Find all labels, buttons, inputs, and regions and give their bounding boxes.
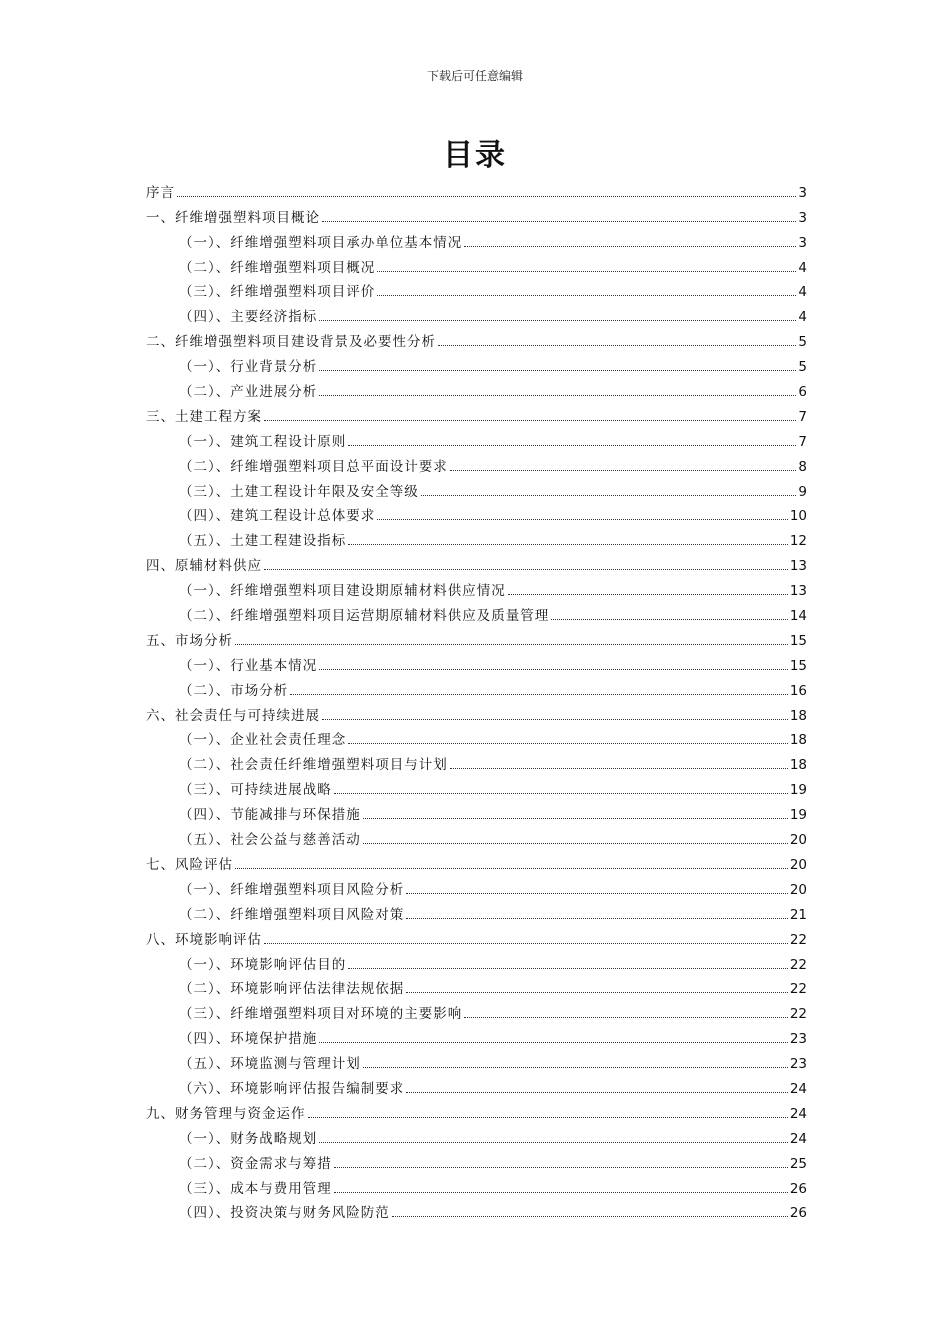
toc-entry[interactable] bbox=[146, 1022, 807, 1047]
page-header-note: 下载后可任意编辑 bbox=[426, 69, 523, 83]
toc-dot-leader bbox=[551, 619, 788, 620]
toc-entry[interactable] bbox=[146, 1122, 807, 1147]
toc-entry-page-number: 18 bbox=[789, 757, 807, 774]
toc-entry-title: （三）、可持续进展战略 bbox=[179, 782, 332, 799]
toc-entry[interactable] bbox=[146, 823, 807, 848]
toc-entry-page-number: 5 bbox=[798, 334, 807, 351]
toc-entry-page-number: 26 bbox=[789, 1205, 807, 1222]
toc-entry-page-number: 24 bbox=[789, 1080, 807, 1097]
page-title: 目录 bbox=[443, 138, 507, 173]
toc-dot-leader bbox=[450, 768, 788, 769]
toc-dot-leader bbox=[235, 868, 788, 869]
toc-entry-title: （二）、社会责任纤维增强塑料项目与计划 bbox=[179, 757, 448, 774]
toc-entry-page-number: 22 bbox=[789, 956, 807, 973]
toc-entry-title: 八、环境影响评估 bbox=[146, 931, 262, 948]
toc-dot-leader bbox=[348, 445, 796, 446]
toc-dot-leader bbox=[177, 196, 796, 197]
toc-entry-page-number: 18 bbox=[789, 707, 807, 724]
toc-entry[interactable] bbox=[146, 1097, 807, 1122]
toc-dot-leader bbox=[450, 470, 797, 471]
toc-dot-leader bbox=[363, 818, 788, 819]
toc-dot-leader bbox=[319, 320, 796, 321]
toc-dot-leader bbox=[290, 694, 788, 695]
toc-entry-page-number: 23 bbox=[789, 1031, 807, 1048]
toc-dot-leader bbox=[334, 1192, 788, 1193]
toc-entry-page-number: 4 bbox=[798, 259, 807, 276]
toc-entry-title: （二）、产业进展分析 bbox=[179, 384, 318, 401]
toc-dot-leader bbox=[308, 1117, 788, 1118]
toc-entry[interactable] bbox=[146, 748, 807, 773]
toc-dot-leader bbox=[406, 992, 788, 993]
toc-dot-leader bbox=[508, 594, 788, 595]
toc-entry-page-number: 20 bbox=[789, 832, 807, 849]
toc-entry[interactable] bbox=[146, 375, 807, 400]
toc-dot-leader bbox=[319, 395, 796, 396]
toc-entry[interactable] bbox=[146, 649, 807, 674]
toc-entry[interactable] bbox=[146, 773, 807, 798]
toc-entry[interactable] bbox=[146, 997, 807, 1022]
toc-dot-leader bbox=[319, 1042, 788, 1043]
toc-dot-leader bbox=[406, 1092, 788, 1093]
toc-entry-title: 三、土建工程方案 bbox=[146, 408, 262, 425]
toc-entry-title: （四）、节能减排与环保措施 bbox=[179, 807, 361, 824]
toc-entry-page-number: 22 bbox=[789, 1006, 807, 1023]
toc-entry-title: （三）、纤维增强塑料项目评价 bbox=[179, 284, 376, 301]
toc-entry[interactable] bbox=[146, 898, 807, 923]
toc-entry[interactable] bbox=[146, 524, 807, 549]
toc-dot-leader bbox=[322, 221, 796, 222]
toc-entry-page-number: 13 bbox=[789, 583, 807, 600]
toc-entry-page-number: 21 bbox=[789, 906, 807, 923]
toc-entry-title: （五）、社会公益与慈善活动 bbox=[179, 832, 361, 849]
toc-entry[interactable] bbox=[146, 300, 807, 325]
toc-entry-page-number: 24 bbox=[789, 1130, 807, 1147]
toc-entry-title: 六、社会责任与可持续进展 bbox=[146, 707, 320, 724]
toc-dot-leader bbox=[235, 644, 788, 645]
toc-entry-title: （四）、主要经济指标 bbox=[179, 309, 318, 326]
toc-dot-leader bbox=[421, 495, 797, 496]
toc-entry-title: （一）、财务战略规划 bbox=[179, 1130, 318, 1147]
toc-dot-leader bbox=[264, 569, 788, 570]
toc-entry[interactable] bbox=[146, 848, 807, 873]
toc-entry-page-number: 9 bbox=[798, 483, 807, 500]
toc-entry[interactable] bbox=[146, 500, 807, 525]
toc-entry-page-number: 19 bbox=[789, 807, 807, 824]
toc-entry[interactable] bbox=[146, 549, 807, 574]
toc-entry-title: （四）、环境保护措施 bbox=[179, 1031, 318, 1048]
toc-entry-page-number: 26 bbox=[789, 1180, 807, 1197]
toc-entry-page-number: 15 bbox=[789, 632, 807, 649]
toc-entry-page-number: 4 bbox=[798, 309, 807, 326]
toc-entry[interactable] bbox=[146, 873, 807, 898]
toc-entry-title: （二）、纤维增强塑料项目运营期原辅材料供应及质量管理 bbox=[179, 608, 550, 625]
toc-entry[interactable] bbox=[146, 226, 807, 251]
toc-dot-leader bbox=[406, 918, 788, 919]
toc-entry-title: （二）、市场分析 bbox=[179, 682, 289, 699]
toc-entry-page-number: 8 bbox=[798, 458, 807, 475]
toc-dot-leader bbox=[334, 1167, 788, 1168]
toc-entry-title: （二）、纤维增强塑料项目风险对策 bbox=[179, 906, 405, 923]
toc-entry-page-number: 22 bbox=[789, 931, 807, 948]
toc-entry-title: （三）、成本与费用管理 bbox=[179, 1180, 332, 1197]
toc-entry-page-number: 13 bbox=[789, 558, 807, 575]
toc-entry-page-number: 22 bbox=[789, 981, 807, 998]
toc-entry-title: 九、财务管理与资金运作 bbox=[146, 1105, 306, 1122]
toc-entry-title: （五）、环境监测与管理计划 bbox=[179, 1056, 361, 1073]
toc-entry-page-number: 20 bbox=[789, 856, 807, 873]
toc-entry[interactable] bbox=[146, 325, 807, 350]
toc-entry-page-number: 25 bbox=[789, 1155, 807, 1172]
toc-entry[interactable] bbox=[146, 948, 807, 973]
toc-entry-page-number: 3 bbox=[798, 209, 807, 226]
toc-entry[interactable] bbox=[146, 973, 807, 998]
toc-entry-title: 一、纤维增强塑料项目概论 bbox=[146, 209, 320, 226]
toc-entry-title: （二）、纤维增强塑料项目概况 bbox=[179, 259, 376, 276]
toc-entry-page-number: 3 bbox=[798, 184, 807, 201]
toc-dot-leader bbox=[363, 1067, 788, 1068]
toc-entry-page-number: 10 bbox=[789, 508, 807, 525]
toc-entry-page-number: 14 bbox=[789, 608, 807, 625]
toc-entry-page-number: 24 bbox=[789, 1105, 807, 1122]
table-of-contents bbox=[146, 176, 807, 1221]
toc-entry-page-number: 5 bbox=[798, 359, 807, 376]
toc-entry-title: （五）、土建工程建设指标 bbox=[179, 533, 347, 550]
toc-entry-title: （二）、资金需求与筹措 bbox=[179, 1155, 332, 1172]
toc-entry-title: （二）、环境影响评估法律法规依据 bbox=[179, 981, 405, 998]
toc-entry[interactable] bbox=[146, 1047, 807, 1072]
toc-entry[interactable] bbox=[146, 599, 807, 624]
toc-entry-title: 五、市场分析 bbox=[146, 632, 233, 649]
toc-entry[interactable] bbox=[146, 1147, 807, 1172]
toc-dot-leader bbox=[348, 743, 788, 744]
toc-dot-leader bbox=[348, 968, 788, 969]
toc-entry-title: （一）、环境影响评估目的 bbox=[179, 956, 347, 973]
toc-entry[interactable] bbox=[146, 1197, 807, 1222]
toc-entry[interactable] bbox=[146, 574, 807, 599]
toc-entry[interactable] bbox=[146, 1172, 807, 1197]
toc-entry[interactable] bbox=[146, 674, 807, 699]
toc-entry-title: （六）、环境影响评估报告编制要求 bbox=[179, 1080, 405, 1097]
toc-entry-title: （一）、纤维增强塑料项目建设期原辅材料供应情况 bbox=[179, 583, 506, 600]
toc-entry-title: （四）、建筑工程设计总体要求 bbox=[179, 508, 376, 525]
toc-entry[interactable] bbox=[146, 450, 807, 475]
toc-entry-title: （一）、企业社会责任理念 bbox=[179, 732, 347, 749]
toc-entry[interactable] bbox=[146, 176, 807, 201]
toc-dot-leader bbox=[438, 345, 796, 346]
toc-entry[interactable] bbox=[146, 923, 807, 948]
toc-entry-page-number: 4 bbox=[798, 284, 807, 301]
toc-dot-leader bbox=[264, 943, 788, 944]
toc-dot-leader bbox=[392, 1216, 788, 1217]
toc-dot-leader bbox=[377, 271, 796, 272]
toc-entry-title: （一）、建筑工程设计原则 bbox=[179, 433, 347, 450]
toc-dot-leader bbox=[464, 246, 796, 247]
toc-dot-leader bbox=[319, 669, 788, 670]
toc-entry-page-number: 3 bbox=[798, 234, 807, 251]
toc-dot-leader bbox=[319, 370, 796, 371]
toc-entry-page-number: 20 bbox=[789, 881, 807, 898]
toc-entry-page-number: 7 bbox=[798, 433, 807, 450]
toc-entry-page-number: 16 bbox=[789, 682, 807, 699]
toc-entry-title: 四、原辅材料供应 bbox=[146, 558, 262, 575]
toc-entry[interactable] bbox=[146, 1072, 807, 1097]
toc-dot-leader bbox=[464, 1017, 788, 1018]
toc-entry-title: （三）、纤维增强塑料项目对环境的主要影响 bbox=[179, 1006, 463, 1023]
toc-entry-title: （一）、行业基本情况 bbox=[179, 657, 318, 674]
toc-entry-page-number: 18 bbox=[789, 732, 807, 749]
toc-entry-title: （四）、投资决策与财务风险防范 bbox=[179, 1205, 390, 1222]
toc-entry-page-number: 6 bbox=[798, 384, 807, 401]
toc-entry-title: 二、纤维增强塑料项目建设背景及必要性分析 bbox=[146, 334, 436, 351]
toc-dot-leader bbox=[363, 843, 788, 844]
toc-entry-title: （一）、纤维增强塑料项目风险分析 bbox=[179, 881, 405, 898]
toc-entry-page-number: 7 bbox=[798, 408, 807, 425]
toc-entry[interactable] bbox=[146, 699, 807, 724]
toc-dot-leader bbox=[264, 420, 796, 421]
toc-entry[interactable] bbox=[146, 350, 807, 375]
toc-dot-leader bbox=[322, 719, 788, 720]
toc-dot-leader bbox=[406, 893, 788, 894]
toc-dot-leader bbox=[348, 544, 788, 545]
toc-entry-page-number: 19 bbox=[789, 782, 807, 799]
toc-entry-title: 七、风险评估 bbox=[146, 856, 233, 873]
toc-entry-page-number: 12 bbox=[789, 533, 807, 550]
toc-entry[interactable] bbox=[146, 400, 807, 425]
toc-entry[interactable] bbox=[146, 798, 807, 823]
toc-entry[interactable] bbox=[146, 276, 807, 301]
toc-entry[interactable] bbox=[146, 201, 807, 226]
toc-entry[interactable] bbox=[146, 251, 807, 276]
toc-entry[interactable] bbox=[146, 475, 807, 500]
toc-entry[interactable] bbox=[146, 624, 807, 649]
toc-dot-leader bbox=[377, 519, 788, 520]
toc-entry-title: （一）、纤维增强塑料项目承办单位基本情况 bbox=[179, 234, 463, 251]
toc-entry-title: （二）、纤维增强塑料项目总平面设计要求 bbox=[179, 458, 448, 475]
toc-entry[interactable] bbox=[146, 724, 807, 749]
toc-entry[interactable] bbox=[146, 425, 807, 450]
toc-entry-title: （三）、土建工程设计年限及安全等级 bbox=[179, 483, 419, 500]
toc-entry-title: （一）、行业背景分析 bbox=[179, 359, 318, 376]
toc-dot-leader bbox=[319, 1142, 788, 1143]
toc-entry-page-number: 15 bbox=[789, 657, 807, 674]
toc-dot-leader bbox=[334, 793, 788, 794]
toc-entry-page-number: 23 bbox=[789, 1056, 807, 1073]
toc-entry-title: 序言 bbox=[146, 184, 175, 201]
toc-dot-leader bbox=[377, 295, 796, 296]
